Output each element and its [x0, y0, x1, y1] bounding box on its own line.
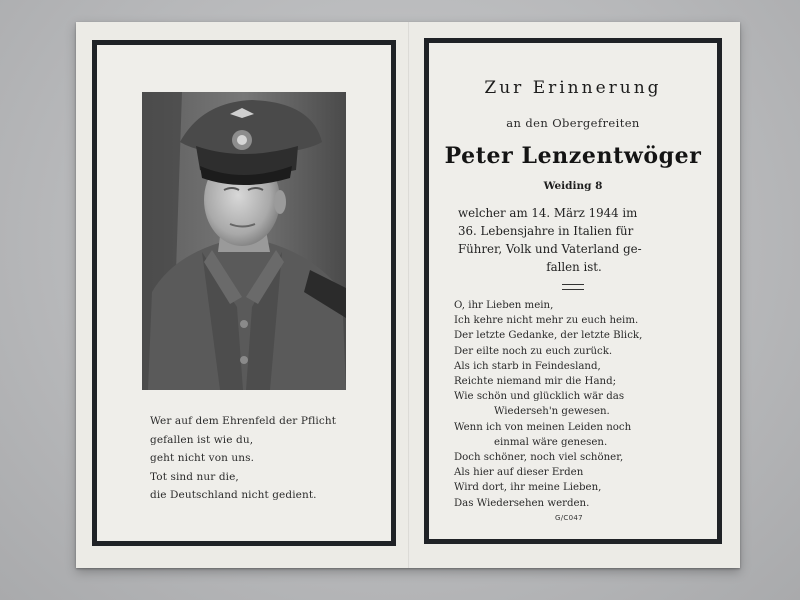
left-poem-line: Tot sind nur die,: [150, 470, 239, 483]
deceased-name: Peter Lenzentwöger: [444, 143, 702, 169]
notice-line: Führer, Volk und Vaterland ge-: [458, 242, 642, 256]
right-poem-line: Wiederseh'n gewesen.: [494, 406, 610, 418]
left-poem: [150, 412, 370, 505]
memorial-title: Zur Erinnerung: [484, 78, 662, 98]
home-place: Weiding 8: [543, 180, 603, 192]
right-poem-line: Reichte niemand mir die Hand;: [454, 376, 617, 388]
left-poem-line: geht nicht von uns.: [150, 452, 255, 464]
right-poem-line: Wird dort, ihr meine Lieben,: [454, 482, 602, 494]
right-poem-line: Das Wiedersehen werden.: [454, 497, 590, 509]
death-notice-text: [458, 204, 690, 276]
right-poem-line: Der letzte Gedanke, der letzte Blick,: [454, 330, 643, 342]
rank-subtitle: an den Obergefreiten: [506, 116, 640, 130]
notice-line: welcher am 14. März 1944 im: [458, 206, 638, 220]
right-poem-line: einmal wäre genesen.: [494, 436, 608, 448]
right-poem-line: Der eilte noch zu euch zurück.: [454, 345, 613, 357]
divider: [562, 284, 584, 290]
right-poem-line: Ich kehre nicht mehr zu euch heim.: [454, 315, 639, 327]
left-poem-line: Wer auf dem Ehrenfeld der Pflicht: [150, 415, 337, 427]
left-poem-line: die Deutschland nicht gedient.: [150, 489, 317, 501]
right-poem-line: O, ihr Lieben mein,: [454, 300, 554, 311]
right-poem-line: Doch schöner, noch viel schöner,: [454, 452, 624, 464]
right-poem-line: Als ich starb in Feindesland,: [454, 360, 601, 372]
notice-line: fallen ist.: [546, 260, 602, 274]
right-poem-line: Als hier auf dieser Erden: [454, 467, 584, 479]
left-poem-line: gefallen ist wie du,: [150, 433, 254, 446]
notice-line: 36. Lebensjahre in Italien für: [458, 224, 634, 238]
right-poem-line: Wie schön und glücklich wär das: [454, 391, 625, 403]
right-poem: [454, 298, 690, 511]
right-poem-line: Wenn ich von meinen Leiden noch: [454, 421, 632, 433]
card-fold: [408, 22, 410, 568]
print-code: G/C047: [555, 514, 583, 522]
portrait-photo: [142, 92, 346, 390]
